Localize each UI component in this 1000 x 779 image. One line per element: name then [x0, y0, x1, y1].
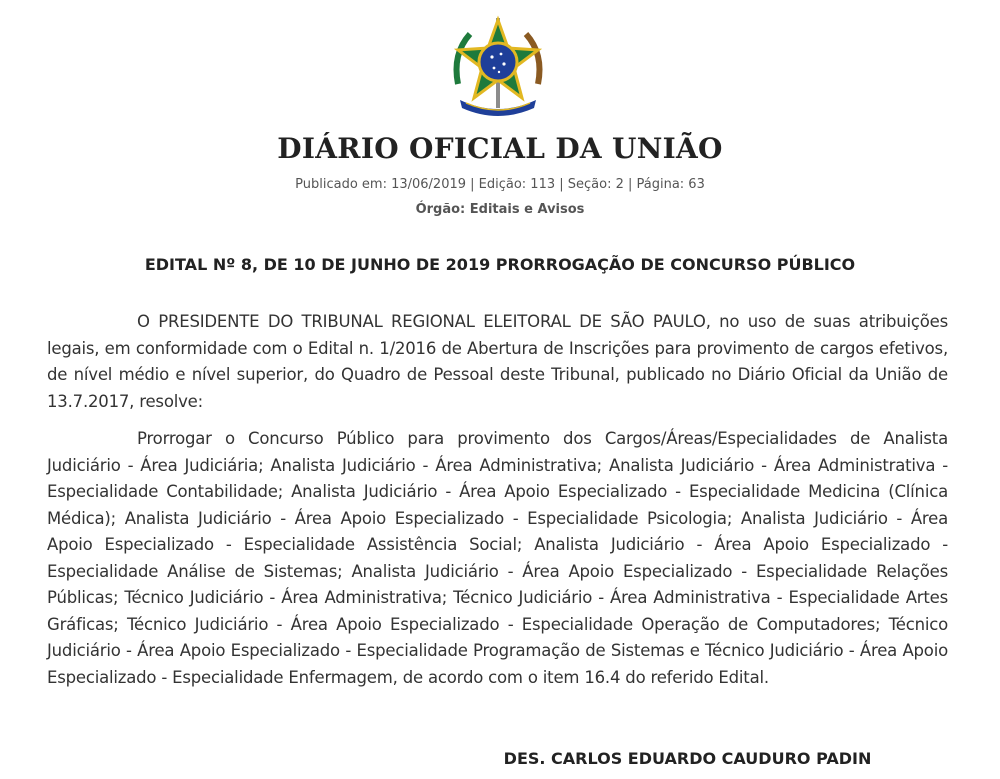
- page-title: DIÁRIO OFICIAL DA UNIÃO: [277, 132, 723, 165]
- signature: DES. CARLOS EDUARDO CAUDURO PADIN: [503, 749, 872, 768]
- publication-meta: Publicado em: 13/06/2019 | Edição: 113 | Seção: 2 | Página: 63: [295, 177, 705, 192]
- brazil-coat-of-arms-icon: [446, 14, 550, 118]
- paragraph-resolution: Prorrogar o Concurso Público para provimento dos Cargos/Áreas/Especialidades de Analista Judiciário - Área Judiciária; Analista Judiciário - Área Administrativa; Analista Judiciário - Área Administrativa - Especialidade Contabilidade; Analista Judiciário - Área Apoio Especializado - Especialidade Medicina (Clínica Médica); Analista Judiciário - Área Apoio Especializado - Especialidade Psicologia; Analista Judiciário - Área Apoio Especializado - Especialidade Assistência Social; Analista Judiciário - Área Apoio Especializado - Especialidade Análise de Sistemas; Analista Judiciário - Área Apoio Especializado - Especialidade Relações Públicas; Técnico Judiciário - Área Administrativa; Técnico Judiciário - Área Administrativa - Especialidade Artes Gráficas; Técnico Judiciário - Área Apoio Especializado - Especialidade Operação de Computadores; Técnico Judiciário - Área Apoio Especializado - Especialidade Programação de Sistemas e Técnico Judiciário - Área Apoio Especializado - Especialidade Enfermagem, de acordo com o item 16.4 do referido Edital.: [47, 429, 948, 687]
- orgao-label: Órgão: Editais e Avisos: [415, 202, 585, 217]
- paragraph-preamble: O PRESIDENTE DO TRIBUNAL REGIONAL ELEITORAL DE SÃO PAULO, no uso de suas atribuições legais, em conformidade com o Edital n. 1/2016 de Abertura de Inscrições para provimento de cargos efetivos, de nível médio e nível superior, do Quadro de Pessoal deste Tribunal, publicado no Diário Oficial da União de 13.7.2017, resolve:: [47, 312, 948, 411]
- edital-title: EDITAL Nº 8, DE 10 DE JUNHO DE 2019 PRORROGAÇÃO DE CONCURSO PÚBLICO: [144, 255, 856, 274]
